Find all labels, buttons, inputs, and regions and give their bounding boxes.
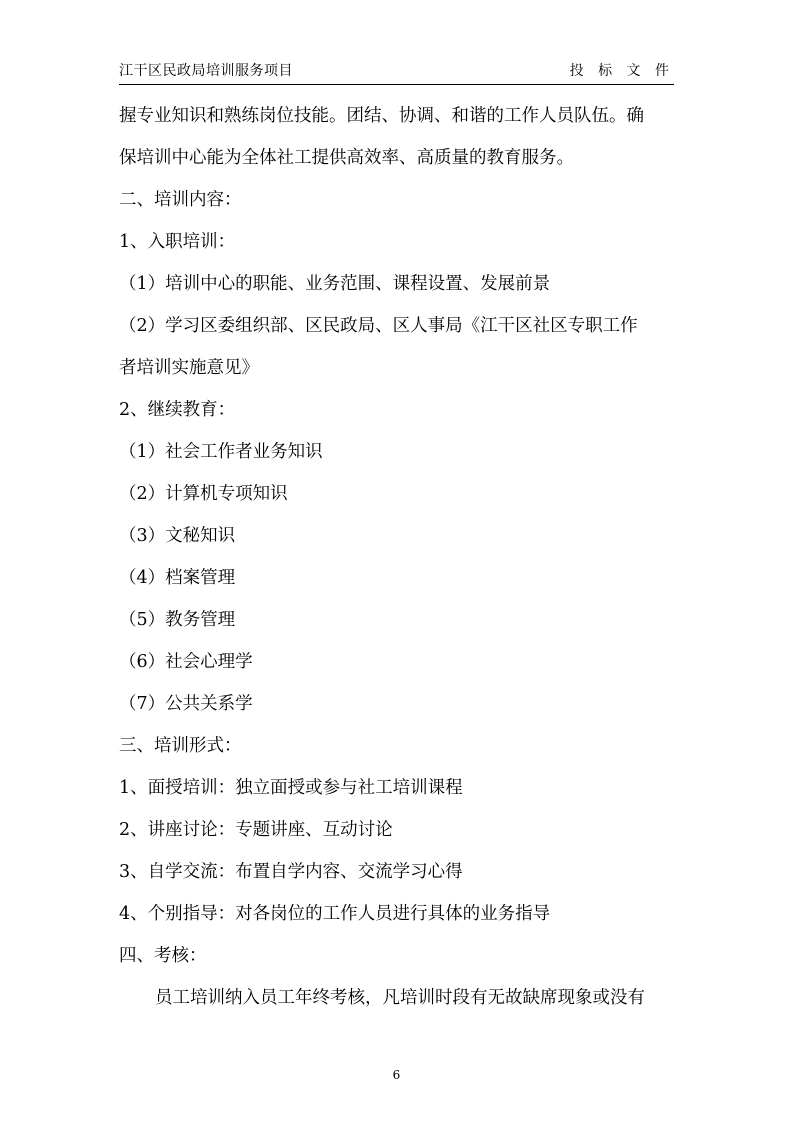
list-item: 3、自学交流：布置自学内容、交流学习心得	[119, 862, 463, 882]
list-item-continuation: 者培训实施意见》	[119, 358, 259, 378]
list-item: 4、个别指导：对各岗位的工作人员进行具体的业务指导	[119, 904, 551, 924]
header-document-type: 投 标 文 件	[569, 63, 674, 79]
paragraph-line: 保培训中心能为全体社工提供高效率、高质量的教育服务。	[119, 148, 574, 168]
subsection-heading: 2、继续教育：	[119, 400, 236, 420]
section-heading: 三、培训形式：	[119, 736, 242, 756]
list-item: （5）教务管理	[119, 610, 236, 630]
list-item: （6）社会心理学	[119, 652, 253, 672]
list-item: 1、面授培训：独立面授或参与社工培训课程	[119, 778, 463, 798]
list-item: （4）档案管理	[119, 568, 236, 588]
section-heading: 四、考核：	[119, 946, 207, 966]
section-heading: 二、培训内容：	[119, 190, 242, 210]
list-item: （1）培训中心的职能、业务范围、课程设置、发展前景	[119, 274, 551, 294]
header-project-title: 江干区民政局培训服务项目	[119, 63, 293, 79]
list-item: （1）社会工作者业务知识	[119, 442, 323, 462]
list-item: （2）学习区委组织部、区民政局、区人事局《江干区社区专职工作	[119, 316, 638, 336]
header-divider	[119, 84, 674, 85]
page-header	[119, 60, 674, 80]
list-item: （7）公共关系学	[119, 694, 253, 714]
list-item: 2、讲座讨论：专题讲座、互动讨论	[119, 820, 393, 840]
paragraph-line: 员工培训纳入员工年终考核，凡培训时段有无故缺席现象或没有	[155, 988, 645, 1008]
paragraph-line: 握专业知识和熟练岗位技能。团结、协调、和谐的工作人员队伍。确	[119, 106, 644, 126]
subsection-heading: 1、入职培训：	[119, 232, 236, 252]
list-item: （2）计算机专项知识	[119, 484, 288, 504]
page-number: 6	[392, 1068, 401, 1082]
list-item: （3）文秘知识	[119, 526, 236, 546]
